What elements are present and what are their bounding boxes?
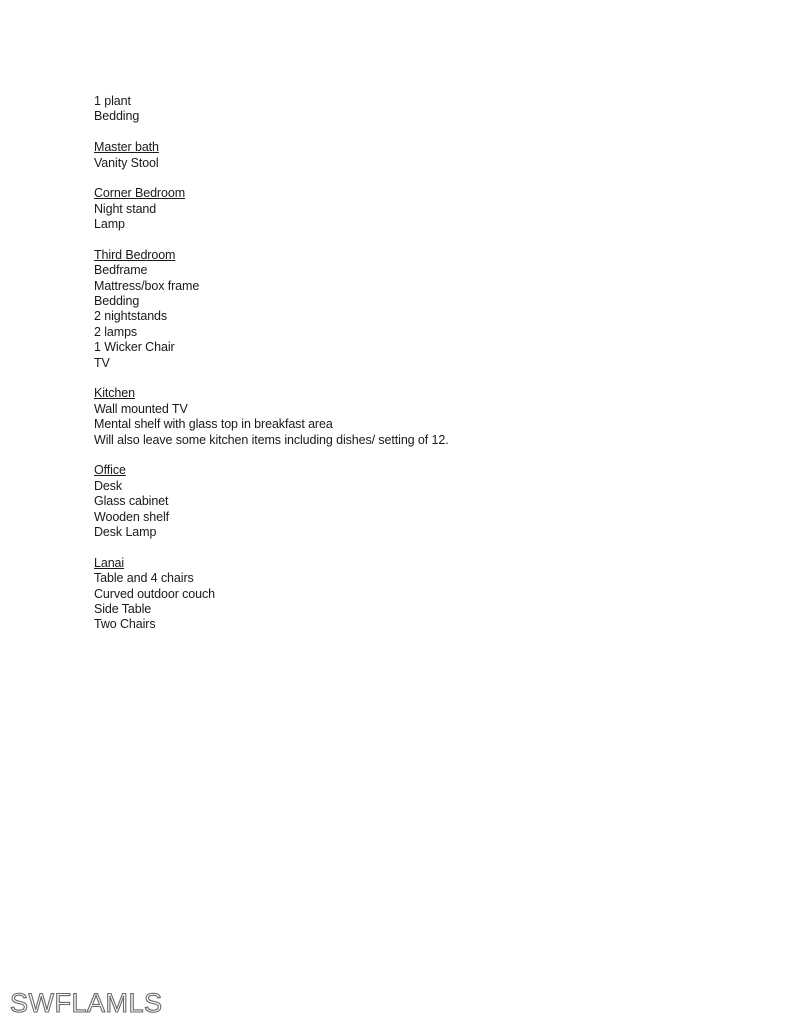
watermark: SWFLAMLS [10, 988, 163, 1018]
furniture-inventory-list [94, 94, 734, 633]
section-master-bath [94, 140, 734, 171]
list-item: Side Table [94, 601, 152, 616]
list-item: 2 lamps [94, 324, 138, 339]
list-item: Curved outdoor couch [94, 586, 215, 601]
list-item: 1 Wicker Chair [94, 340, 175, 355]
list-item: 2 nightstands [94, 309, 168, 324]
list-item: Mental shelf with glass top in breakfast area [94, 417, 333, 432]
section-heading: Kitchen [94, 386, 135, 401]
list-item: Mattress/box frame [94, 278, 200, 293]
list-item: TV [94, 355, 110, 370]
list-item: Night stand [94, 201, 157, 216]
list-item: Two Chairs [94, 617, 156, 632]
section-corner-bedroom [94, 186, 734, 232]
intro-items [94, 94, 734, 125]
section-heading: Lanai [94, 555, 125, 570]
list-item: Will also leave some kitchen items including dishes/ setting of 12. [94, 432, 449, 447]
list-item: Lamp [94, 217, 125, 232]
list-item: 1 plant [94, 94, 131, 108]
list-item: Desk Lamp [94, 524, 157, 539]
list-item: Wooden shelf [94, 509, 170, 524]
list-item: Vanity Stool [94, 155, 159, 170]
list-item: Bedding [94, 109, 140, 124]
section-lanai [94, 556, 734, 633]
list-item: Wall mounted TV [94, 401, 188, 416]
list-item: Bedframe [94, 263, 148, 278]
list-item: Glass cabinet [94, 494, 169, 509]
section-heading: Office [94, 463, 126, 478]
section-third-bedroom [94, 248, 734, 371]
section-office [94, 463, 734, 540]
list-item: Bedding [94, 294, 140, 309]
section-heading: Third Bedroom [94, 247, 176, 262]
list-item: Desk [94, 478, 123, 493]
section-heading: Corner Bedroom [94, 186, 186, 201]
section-kitchen [94, 386, 734, 448]
section-heading: Master bath [94, 140, 159, 155]
list-item: Table and 4 chairs [94, 571, 194, 586]
